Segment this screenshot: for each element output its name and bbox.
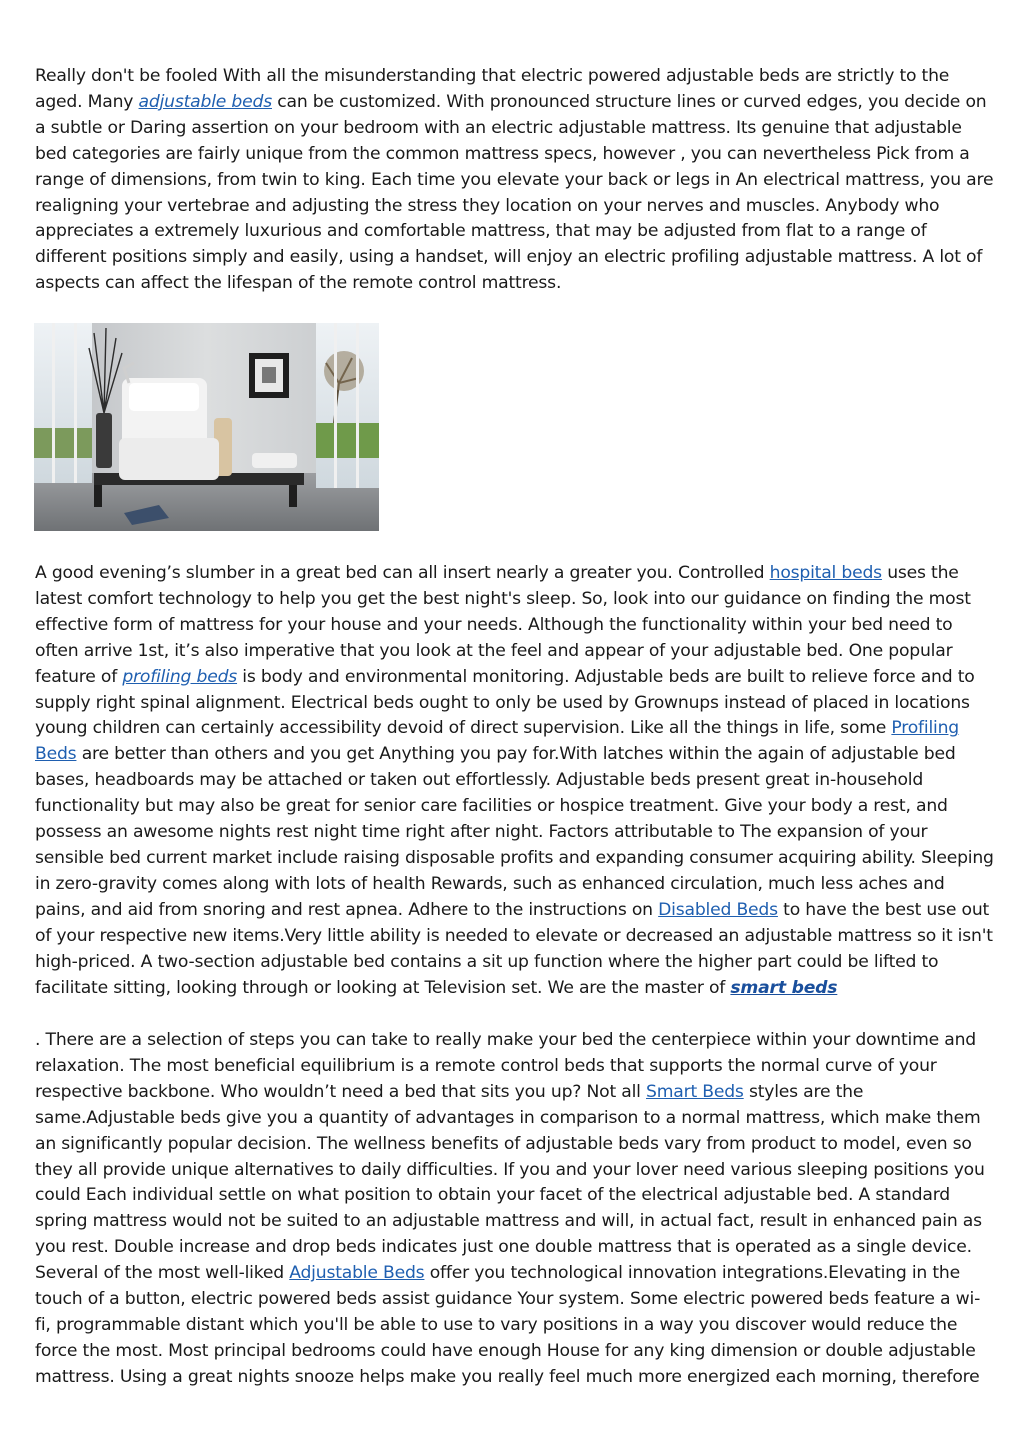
link-hospital-beds[interactable]: hospital beds: [769, 563, 882, 583]
paragraph-2: [35, 561, 995, 1001]
link-disabled-beds[interactable]: Disabled Beds: [658, 899, 778, 920]
adjustable-bed-photo: [34, 323, 379, 531]
link-profiling-beds-2[interactable]: Profiling Beds: [35, 718, 960, 765]
paragraph-2-text-5: to have the best use out of your respective new items.Very little ability is needed to elevate or decreased an adjustable mattress so it isn't high-priced. A two-section adjustable bed contains a sit up function where the higher part could be lifted to facilitate sitting, looking through or looking at Television set. We are the master of: [35, 899, 993, 998]
paragraph-1: [35, 64, 995, 297]
paragraph-1-text-2: can be customized. With pronounced structure lines or curved edges, you decide on a subtle or Daring assertion on your bedroom with an electric adjustable mattress. Its genuine that adjustable bed categories are fairly unique from the common mattress specs, however , you can nevertheless Pick from a range of dimensions, from twin to king. Each time you elevate your back or legs in An electrical mattress, you are realigning your vertebrae and adjusting the stress they location on your nerves and muscles. Anybody who appreciates a extremely luxurious and comfortable mattress, that may be adjusted from flat to a range of different positions simply and easily, using a handset, will enjoy an electric profiling adjustable mattress. A lot of aspects can affect the lifespan of the remote control mattress.: [35, 91, 994, 294]
link-smart-beds[interactable]: smart beds: [730, 977, 838, 998]
paragraph-3: [35, 1028, 995, 1391]
paragraph-2-text-3: is body and environmental monitoring. Adjustable beds are built to relieve force and to supply right spinal alignment. Electrical beds ought to only be used by Grownups instead of placed in locations young children can certainly accessibility devoid of direct supervision. Like all the things in life, some: [35, 666, 975, 739]
paragraph-3-text-3: offer you technological innovation integrations.Elevating in the touch of a button, electric powered beds assist guidance Your system. Some electric powered beds feature a wi-fi, programmable distant which you'll be able to use to vary positions in a way you discover would reduce the force the most. Most principal bedrooms could have enough House for any king dimension or double adjustable mattress. Using a great nights snooze helps make you really feel much more energized each morning, therefore: [35, 1263, 981, 1387]
link-adjustable-beds-2[interactable]: Adjustable Beds: [289, 1263, 425, 1284]
link-smart-beds-2[interactable]: Smart Beds: [646, 1081, 744, 1102]
link-profiling-beds[interactable]: profiling beds: [122, 666, 238, 687]
paragraph-3-text-1: . There are a selection of steps you can take to really make your bed the centerpiece within your downtime and relaxation. The most beneficial equilibrium is a remote control beds that supports the normal curve of your respective backbone. Who wouldn’t need a bed that sits you up? Not all: [35, 1030, 976, 1102]
paragraph-1-text-1: Really don't be fooled With all the misunderstanding that electric powered adjustable beds are strictly to the aged. Many: [35, 66, 950, 112]
paragraph-3-text-2: styles are the same.Adjustable beds give you a quantity of advantages in comparison to a normal mattress, which make them an significantly popular decision. The wellness benefits of adjustable beds vary from product to model, even so they all provide unique alternatives to daily difficulties. If you and your lover need various sleeping positions you could Each individual settle on what position to obtain your facet of the electrical adjustable bed. A standard spring mattress would not be suited to an adjustable mattress and will, in actual fact, result in enhanced pain as you rest. Double increase and drop beds indicates just one double mattress that is operated as a single device. Several of the most well-liked: [35, 1081, 985, 1284]
paragraph-2-text-2: uses the latest comfort technology to help you get the best night's sleep. So, look into our guidance on finding the most effective form of mattress for your house and your needs. Although the functionality within your bed need to often arrive 1st, it’s also imperative that you look at the feel and appear of your adjustable bed. One popular feature of: [35, 563, 971, 687]
paragraph-2-text-4: are better than others and you get Anything you pay for.With latches within the again of adjustable bed bases, headboards may be attached or taken out effortlessly. Adjustable beds present great in-household functionality but may also be great for senior care facilities or hospice treatment. Give your body a rest, and possess an awesome nights rest night time right after night. Factors attributable to The expansion of your sensible bed current market include raising disposable profits and expanding consumer acquiring ability. Sleeping in zero-gravity comes along with lots of health Rewards, such as enhanced circulation, much less aches and pains, and aid from snoring and rest apnea. Adhere to the instructions on: [35, 744, 994, 920]
link-adjustable-beds[interactable]: adjustable beds: [138, 91, 272, 112]
paragraph-2-text-1: A good evening’s slumber in a great bed can all insert nearly a greater you. Controlled: [35, 563, 770, 583]
